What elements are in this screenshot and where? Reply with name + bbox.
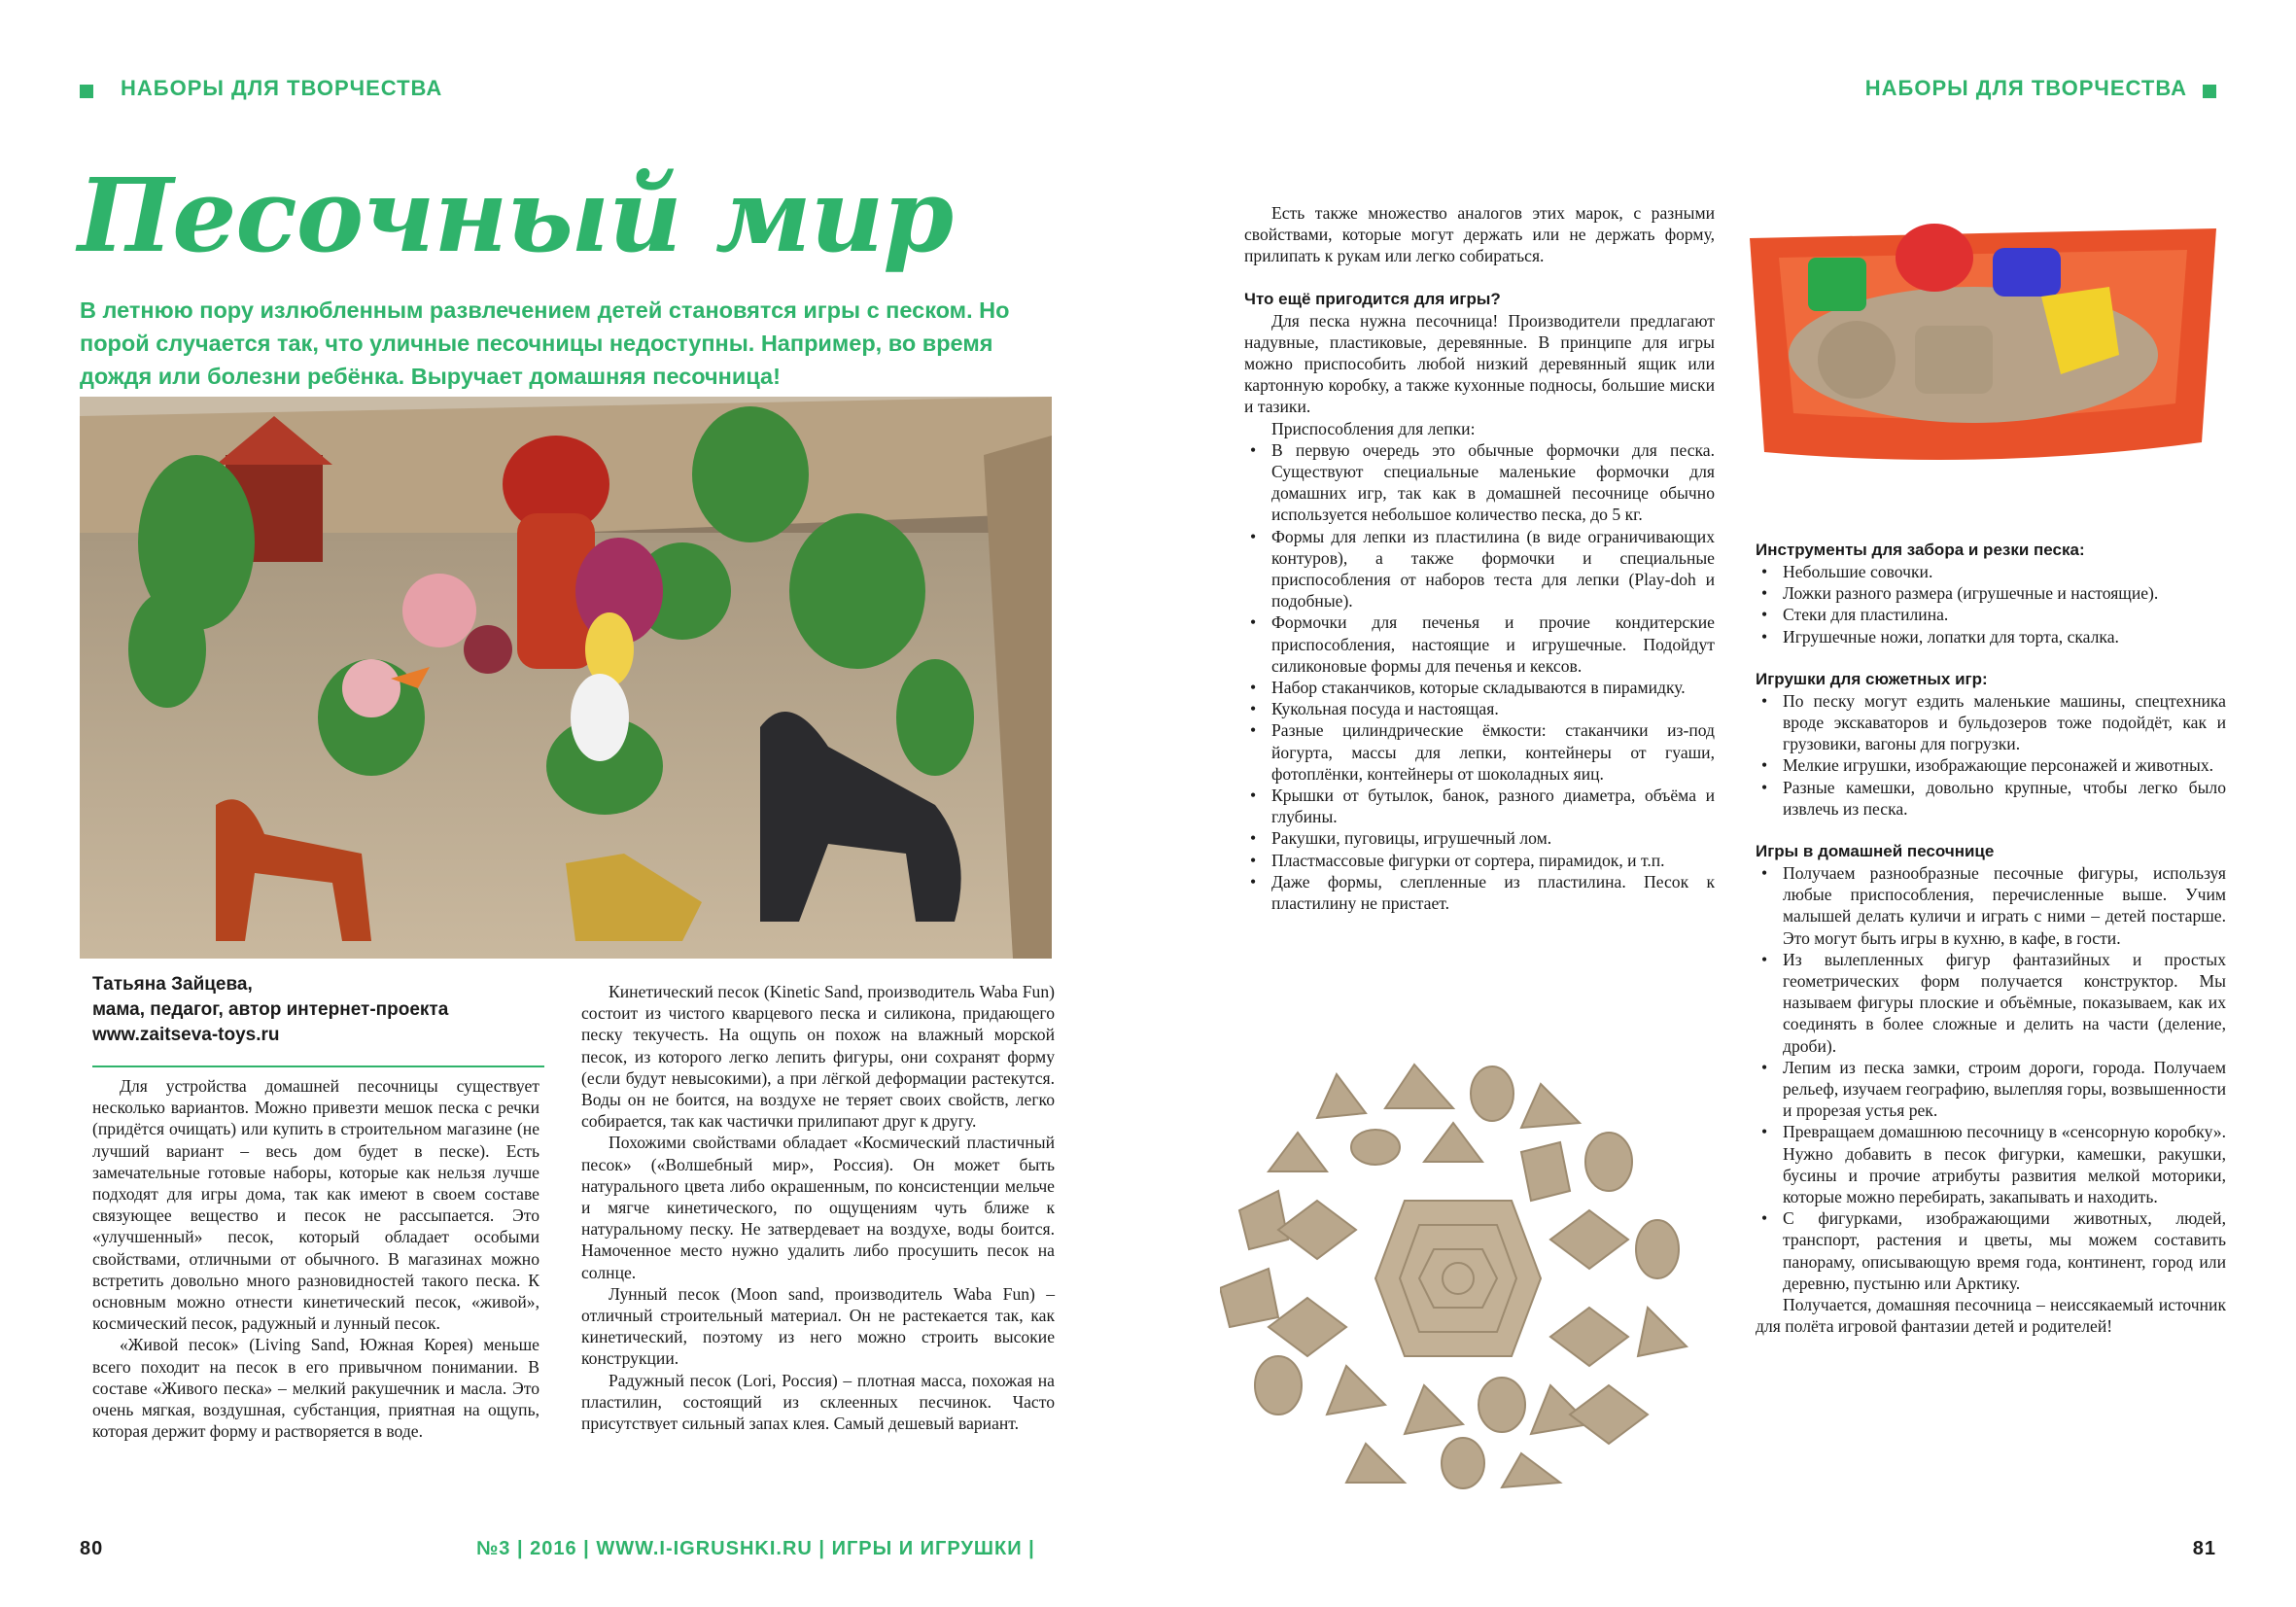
- section-header-left: НАБОРЫ ДЛЯ ТВОРЧЕСТВА: [121, 76, 443, 100]
- header-marker-left: [80, 85, 93, 98]
- sandbox-scene-photo: [80, 397, 1052, 959]
- paragraph: Получается, домашняя песочница – неиссякаемый источник для полёта игровой фантазии детей и родителей!: [1756, 1295, 2226, 1337]
- subheading: Игрушки для сюжетных игр:: [1756, 669, 1988, 688]
- tools-list: [1244, 439, 1715, 914]
- paragraph: Приспособления для лепки:: [1271, 418, 1476, 438]
- list-item: • Даже формы, слепленные из пластилина. Песок к пластилину не пристает.: [1244, 871, 1715, 914]
- list-item: • Получаем разнообразные песочные фигуры, используя любые приспособления, перечисленные выше. Учим малышей делать куличи и играть с ними – детей постарше. Это могут быть игры в кухню, в кафе, в гости.: [1756, 862, 2226, 949]
- author-divider: [92, 1066, 544, 1067]
- list-item: • Мелкие игрушки, изображающие персонажей и животных.: [1756, 754, 2226, 776]
- sandbox-tray-photo: [1740, 209, 2226, 491]
- sand-shapes-photo: [1220, 1055, 1696, 1502]
- list-item: • Формочки для печенья и прочие кондитерские приспособления, настоящие и игрушечные. Подойдут силиконовые формы для печенья и кексов.: [1244, 611, 1715, 677]
- list-item: • Формы для лепки из пластилина (в виде ограничивающих контуров), а также формочки и специальные приспособления от наборов теста для лепки (Play-doh и подобные).: [1244, 526, 1715, 612]
- article-column-3: [1244, 202, 1715, 914]
- list-item: • Игрушечные ножи, лопатки для торта, скалка.: [1756, 626, 2226, 647]
- footer-magazine-info: №3 | 2016 | WWW.I-IGRUSHKI.RU | ИГРЫ И ИГРУШКИ |: [476, 1538, 1035, 1559]
- subheading: Игры в домашней песочнице: [1756, 842, 1995, 861]
- page-number-right: 81: [2192, 1538, 2216, 1559]
- author-site[interactable]: www.zaitseva-toys.ru: [92, 1025, 280, 1045]
- list-item: • По песку могут ездить маленькие машины, спецтехника вроде экскаваторов и бульдозеров тоже подойдёт, как и грузовики, вагоны для погрузки.: [1756, 690, 2226, 755]
- lead-paragraph: В летнюю пору излюбленным развлечением детей становятся игры с песком. Но порой случается так, что уличные песочницы недоступны. Например, во время дождя или болезни ребёнка. Выручает домашняя песочница!: [80, 297, 1010, 389]
- list-item: • Кукольная посуда и настоящая.: [1244, 698, 1715, 719]
- list-item: • Крышки от бутылок, банок, разного диаметра, объёма и глубины.: [1244, 785, 1715, 827]
- list-item: • Разные камешки, довольно крупные, чтобы легко было извлечь из песка.: [1756, 777, 2226, 820]
- subheading: Что ещё пригодится для игры?: [1244, 289, 1501, 308]
- games-list: [1756, 862, 2226, 1294]
- paragraph: Похожими свойствами обладает «Космический пластичный песок» («Волшебный мир», Россия). Он может быть натурального цвета либо окрашенным, по консистенции мельче и мягче кинетического, по ощущениям чуть ближе к натуральному песку. Не затвердевает на воздухе, воды боится. Намоченное место нужно удалить либо просушить песок на солнце.: [581, 1133, 1055, 1282]
- list-item: • Небольшие совочки.: [1756, 561, 2226, 582]
- article-column-4: [1756, 540, 2226, 1338]
- page-number-left: 80: [80, 1538, 104, 1559]
- author-name: Татьяна Зайцева,: [92, 974, 253, 995]
- paragraph: Радужный песок (Lori, Россия) – плотная масса, похожая на пластилин, состоящий из склеенных песчинок. Часто присутствует сильный запах клея. Самый дешевый вариант.: [581, 1370, 1055, 1434]
- tools-list-2: [1756, 561, 2226, 647]
- paragraph: «Живой песок» (Living Sand, Южная Корея) меньше всего походит на песок в его привычном понимании. В составе «Живого песка» – мелкий ракушечник и масла. Это очень мягкая, воздушная, субстанция, приятная на ощупь, которая держит форму и растворяется в воде.: [92, 1335, 539, 1442]
- paragraph: Для песка нужна песочница! Производители предлагают надувные, пластиковые, деревянные. В принципе для игры можно приспособить любой низкий деревянный ящик или картонную коробку, а также кухонные подносы, большие миски и тазики.: [1244, 310, 1715, 417]
- paragraph: Лунный песок (Moon sand, производитель Waba Fun) – отличный строительный материал. Он не растекается так, как кинетический, поэтому из него можно строить высокие конструкции.: [581, 1283, 1055, 1369]
- list-item: • Превращаем домашнюю песочницу в «сенсорную коробку». Нужно добавить в песок фигурки, камешки, ракушки, бусины и прочие атрибуты развития мелкой моторики, которые можно перебирать, закапывать и находить.: [1756, 1121, 2226, 1207]
- page-title: Песочный мир: [78, 156, 954, 275]
- paragraph: Кинетический песок (Kinetic Sand, производитель Waba Fun) состоит из чистого кварцевого песка и силикона, придающего песку текучесть. На ощупь он похож на влажный морской песок, из которого легко лепить фигуры, они сохранят форму (если будут невысокими), а при лёгкой деформации растекутся. Воды он не боится, на воздухе не теряет своих свойств, легко собирается, так как частички прилипают друг к другу.: [581, 982, 1055, 1132]
- toys-list: [1756, 690, 2226, 820]
- section-header-right: НАБОРЫ ДЛЯ ТВОРЧЕСТВА: [1864, 76, 2187, 100]
- author-role: мама, педагог, автор интернет-проекта: [92, 999, 449, 1020]
- list-item: • Из вылепленных фигур фантазийных и простых геометрических форм получается конструктор. Мы называем фигуры плоские и объёмные, показываем, как их соединять в более сложные и делить на части (деление, дроби).: [1756, 949, 2226, 1057]
- paragraph: Для устройства домашней песочницы существует несколько вариантов. Можно привезти мешок песка с речки (придётся очищать) или купить в строительном магазине (не лучший вариант – весь дом будет в песке). Есть замечательные готовые наборы, которые как нельзя лучше подходят для игры дома, так как имеют в своем составе связующее вещество и песок не рассыпается. Это «улучшенный» песок, который обладает особыми свойствами, отличными от обычного. В магазинах можно встретить довольно много разновидностей такого песка. К основным можно отнести кинетический песок, «живой», космический песок, радужный и лунный песок.: [92, 1076, 539, 1334]
- list-item: • Ракушки, пуговицы, игрушечный лом.: [1244, 827, 1715, 849]
- list-item: • Лепим из песка замки, строим дороги, города. Получаем рельеф, изучаем географию, вылепляя горы, возвышенности и прорезая устья рек.: [1756, 1057, 2226, 1122]
- subheading: Инструменты для забора и резки песка:: [1756, 541, 2085, 559]
- author-block: [92, 972, 549, 1048]
- list-item: • Пластмассовые фигурки от сортера, пирамидок, и т.п.: [1244, 850, 1715, 871]
- paragraph: Есть также множество аналогов этих марок, с разными свойствами, которые могут держать или не держать форму, прилипать к рукам или легко собираться.: [1244, 203, 1715, 266]
- article-column-1: [92, 1075, 539, 1442]
- list-item: • Ложки разного размера (игрушечные и настоящие).: [1756, 582, 2226, 604]
- header-marker-right: [2203, 85, 2216, 98]
- list-item: • С фигурками, изображающими животных, людей, транспорт, растения и цветы, мы можем составить панораму, описывающую время года, континент, город или деревню, пустыню или Арктику.: [1756, 1207, 2226, 1294]
- list-item: • В первую очередь это обычные формочки для песка. Существуют специальные маленькие формочки для домашних игр, так как в домашней песочнице обычно используется небольшое количество песка, до 5 кг.: [1244, 439, 1715, 526]
- list-item: • Стеки для пластилина.: [1756, 604, 2226, 625]
- list-item: • Набор стаканчиков, которые складываются в пирамидку.: [1244, 677, 1715, 698]
- list-item: • Разные цилиндрические ёмкости: стаканчики из-под йогурта, массы для лепки, контейнеры от гуаши, фотоплёнки, контейнеры от шоколадных яиц.: [1244, 719, 1715, 785]
- article-column-2: [581, 981, 1055, 1434]
